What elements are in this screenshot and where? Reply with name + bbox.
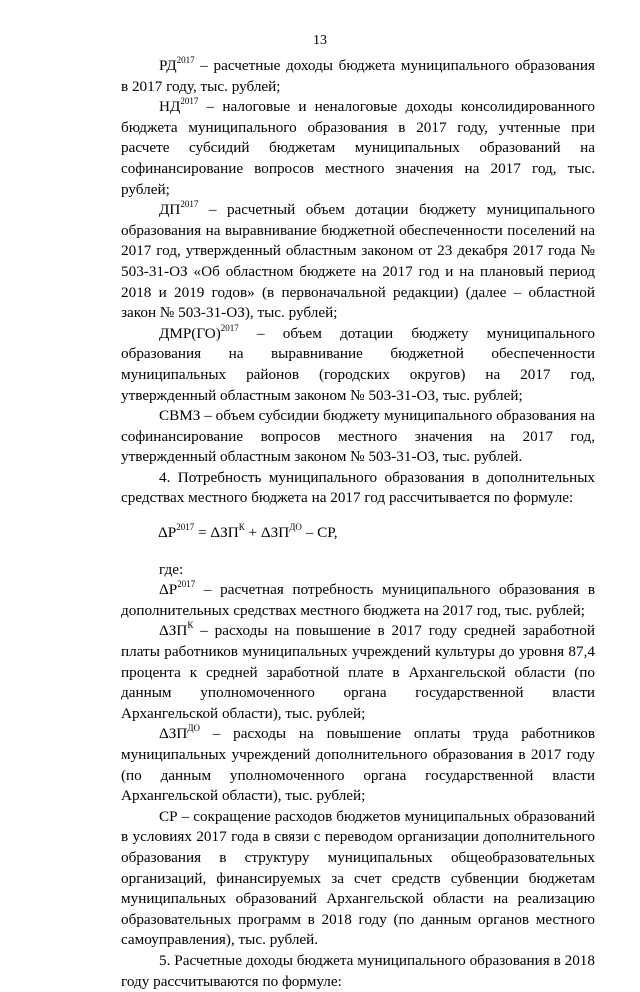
paragraph-text: – налоговые и неналоговые доходы консолидированного бюджета муниципального образования в 2017 году, учтенные при расчете субсидий бюджетам муниципальных образований на софинансирование вопросов местного значения на 2017 год, тыс. рублей;: [121, 98, 595, 198]
symbol-superscript: ДО: [187, 723, 200, 734]
document-body: [121, 56, 595, 992]
symbol-superscript: 2017: [180, 96, 199, 107]
symbol: ΔЗП: [159, 622, 188, 640]
symbol: ДП: [159, 201, 181, 219]
definition-delta-r: [121, 580, 595, 621]
paragraph-text: 5. Расчетные доходы бюджета муниципального образования в 2018 году рассчитываются по формуле:: [121, 951, 595, 990]
paragraph-text: – расчетные доходы бюджета муниципального образования в 2017 году, тыс. рублей;: [121, 57, 595, 95]
definition-sr: [121, 807, 595, 951]
where-label: где:: [159, 560, 184, 578]
formula-term-2: + ΔЗП: [244, 524, 290, 542]
symbol: СР: [159, 807, 178, 825]
paragraph-text: 4. Потребность муниципального образования в дополнительных средствах местного бюджета на 2017 год рассчитывается по формуле:: [121, 468, 595, 507]
symbol-superscript: 2017: [180, 199, 199, 210]
spacer: [121, 544, 595, 560]
definition-text: – сокращение расходов бюджетов муниципальных образований в условиях 2017 года в связи с переводом организации дополнительного образования в структуру муниципальных общеобразовательных организаций, финансируемых за счет средств субвенции бюджетам муниципальных образований Архангельской области на реализацию образовательных программ в 2018 году (по данным органов местного самоуправления), тыс. рублей.: [121, 807, 595, 949]
formula-lhs: ΔР: [158, 524, 177, 542]
definition-text: – расходы на повышение оплаты труда работников муниципальных учреждений дополнительного образования в 2017 году (по данным уполномоченного органа государственной власти Архангельской области), тыс. рублей;: [121, 725, 595, 805]
formula-term-1-sup: К: [238, 522, 245, 533]
symbol: РД: [159, 57, 177, 74]
definition-delta-zp-k: [121, 621, 595, 724]
paragraph-rd: [121, 56, 595, 97]
paragraph-item-5: [121, 951, 595, 992]
symbol-superscript: 2017: [176, 55, 195, 65]
symbol: ДМР(ГО): [159, 324, 221, 342]
formula-term-2-sup: ДО: [289, 522, 302, 533]
symbol: ΔР: [159, 581, 178, 599]
definition-delta-zp-do: [121, 724, 595, 806]
paragraph-text: – объем субсидии бюджету муниципального образования на софинансирование вопросов местного значения на 2017 год, утвержденный областным законом № 503-31-ОЗ, тыс. рублей.: [121, 407, 595, 466]
symbol: СВМЗ: [159, 407, 201, 425]
page-number: 13: [313, 33, 327, 48]
paragraph-item-4: [121, 468, 595, 509]
paragraph-nd: [121, 97, 595, 200]
paragraph-text: – объем дотации бюджету муниципального образования на выравнивание бюджетной обеспеченности муниципальных районов (городских округов) на 2017 год, утвержденный областным законом № 503-31-ОЗ, тыс. рублей;: [121, 324, 595, 404]
paragraph-svmz: [121, 406, 595, 468]
formula-lhs-sup: 2017: [176, 522, 195, 533]
definition-text: – расчетная потребность муниципального образования в дополнительных средствах местного бюджета на 2017 год, тыс. рублей;: [121, 581, 595, 619]
symbol: НД: [159, 98, 181, 116]
formula-delta-r: [158, 523, 595, 544]
formula-tail: – СР,: [301, 524, 338, 542]
formula-term-1: = ΔЗП: [194, 524, 239, 542]
paragraph-dmr: [121, 324, 595, 406]
definition-text: – расходы на повышение в 2017 году средней заработной платы работников муниципальных учреждений культуры до уровня 87,4 процента к средней заработной плате в Архангельской области (по данным уполномоченного органа государственной власти Архангельской области), тыс. рублей;: [121, 622, 595, 722]
paragraph-dp: [121, 200, 595, 324]
symbol-superscript: К: [187, 620, 194, 631]
symbol-superscript: 2017: [220, 322, 239, 333]
symbol: ΔЗП: [159, 725, 188, 743]
symbol-superscript: 2017: [177, 579, 196, 590]
paragraph-text: – расчетный объем дотации бюджету муниципального образования на выравнивание бюджетной обеспеченности поселений на 2017 год, утвержденный областным законом от 23 декабря 2017 года № 503-31-ОЗ «Об областном бюджете на 2017 год и на плановый период 2018 и 2019 годов» (в первоначальной редакции) (далее – областной закон № 503-31-ОЗ), тыс. рублей;: [121, 201, 595, 322]
